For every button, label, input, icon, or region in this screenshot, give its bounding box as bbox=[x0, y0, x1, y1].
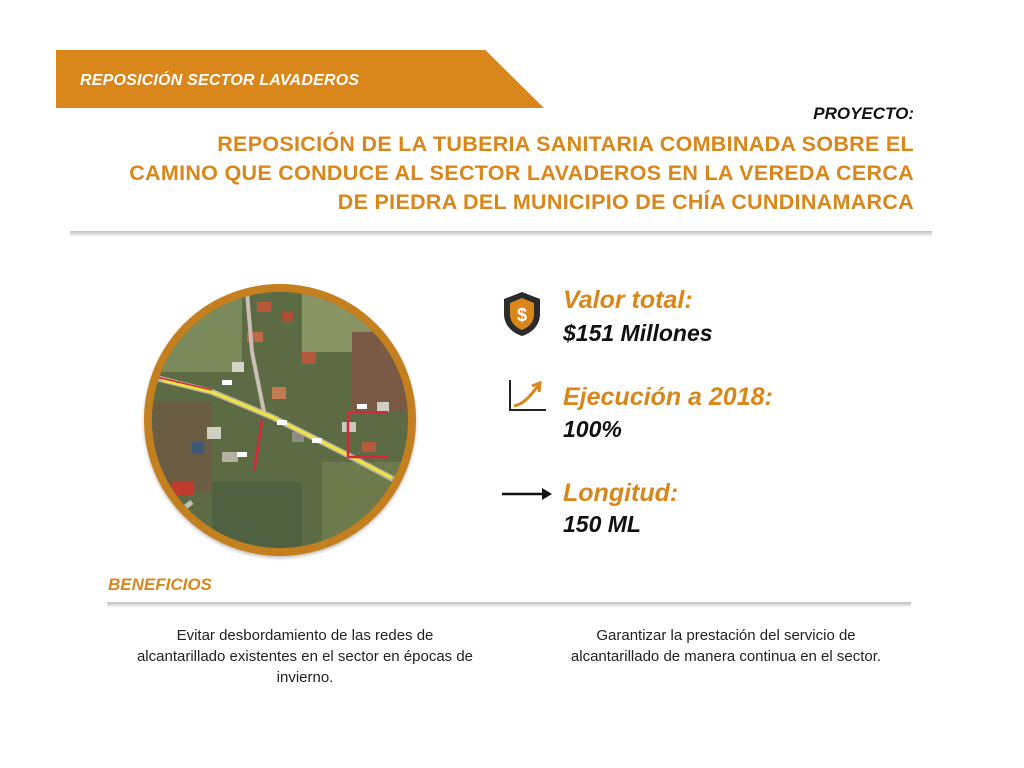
beneficios-title: BENEFICIOS bbox=[108, 575, 212, 594]
svg-text:$: $ bbox=[516, 305, 528, 325]
project-title-line: CAMINO QUE CONDUCE AL SECTOR LAVADEROS EN LA VEREDA CERCA bbox=[129, 161, 914, 185]
aerial-map-image bbox=[152, 292, 408, 548]
beneficio-item: Evitar desbordamiento de las redes de alcantarillado existentes en el sector en épocas de invierno. bbox=[136, 627, 474, 686]
arrow-right-icon bbox=[502, 486, 554, 507]
project-title bbox=[34, 130, 914, 217]
beneficio-item: Garantizar la prestación del servicio de alcantarillado de manera continua en el sector. bbox=[570, 627, 882, 665]
dollar-shield-icon bbox=[500, 290, 544, 343]
header-divider bbox=[70, 231, 932, 237]
valor-total-label: Valor total: bbox=[563, 286, 693, 314]
ejecucion-value: 100% bbox=[563, 416, 622, 442]
project-title-line: REPOSICIÓN DE LA TUBERIA SANITARIA COMBINADA SOBRE EL bbox=[217, 132, 914, 156]
longitud-label: Longitud: bbox=[563, 479, 679, 507]
longitud-value: 150 ML bbox=[563, 511, 641, 537]
valor-total-value: $151 Millones bbox=[563, 320, 713, 346]
section-banner-label: REPOSICIÓN SECTOR LAVADEROS bbox=[80, 72, 360, 89]
beneficios-divider bbox=[107, 602, 911, 608]
growth-chart-icon bbox=[506, 378, 548, 419]
project-label: PROYECTO: bbox=[813, 104, 914, 123]
ejecucion-label: Ejecución a 2018: bbox=[563, 383, 773, 411]
project-title-line: DE PIEDRA DEL MUNICIPIO DE CHÍA CUNDINAMARCA bbox=[337, 190, 914, 214]
